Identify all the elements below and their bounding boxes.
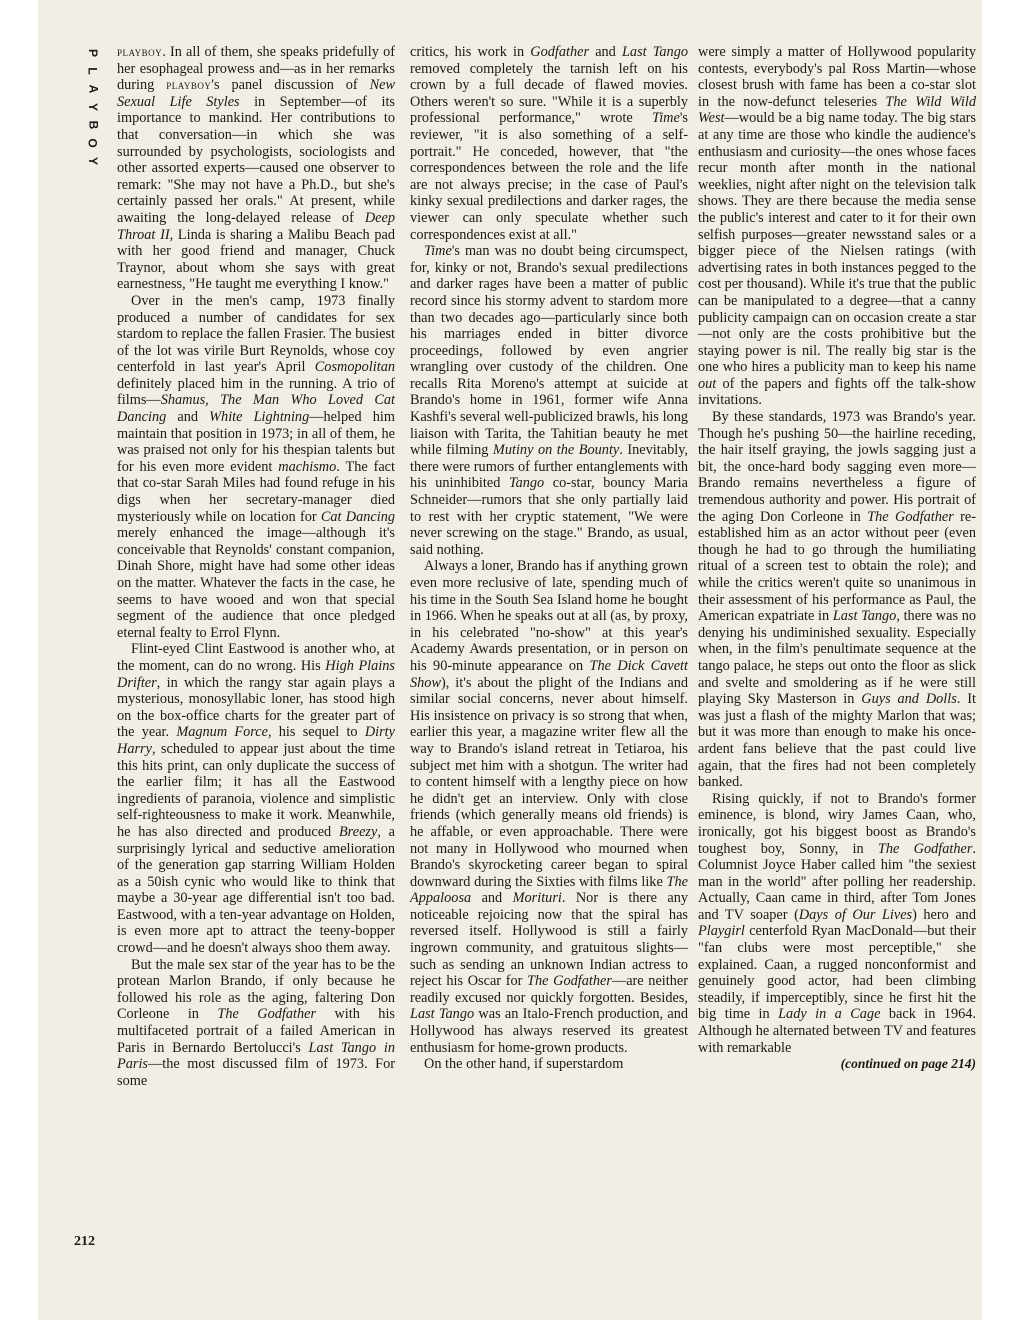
- paragraph: Rising quickly, if not to Brando's former eminence, is blond, wiry James Caan, who, ironically, got his biggest boost as Brando's toughest boy, Sonny, in The Godfather. Columnist Joyce Haber called him "the sexiest man in the world" after polling her readership. Actually, Caan came in third, after Tom Jones and TV soaper (Days of Our Lives) hero and Playgirl centerfold Ryan MacDonald—but their "fan clubs were most perceptible," she explained. Caan, a rugged nonconformist and genuinely good actor, had been climbing steadily, if imperceptibly, since he first hit the big time in Lady in a Cage back in 1964. Although he alternated between TV and features with remarkable: [698, 790, 977, 1056]
- text-column-1: [117, 44, 395, 1089]
- paragraph: were simply a matter of Hollywood popularity contests, everybody's pal Ross Martin—whose closest brush with fame has been a co-star slot in the now-defunct teleseries The Wild Wild West—would be a big name today. The big stars at any time are those who kindle the audience's enthusiasm and curiosity—the ones whose faces recur month after month in the national weeklies, night after night on the television talk shows. They are there because the media sense the public's interest and cater to it for their own selfish purposes—greater newsstand sales or a bigger piece of the Nielsen ratings (with advertising rates in both instances pegged to the cost per thousand). While it's true that the public can be manipulated to a degree—that a canny publicity campaign can on occasion create a star—not only are the costs prohibitive but the staying power is nil. The really big star is the one who hires a publicity man to keep his name out of the papers and fights off the talk-show invitations.: [698, 44, 976, 409]
- magazine-title-letter: Y: [85, 102, 100, 112]
- magazine-title-letter: Y: [85, 156, 100, 166]
- magazine-title-letter: P: [85, 48, 100, 58]
- magazine-title-letter: A: [85, 84, 100, 94]
- paragraph: critics, his work in Godfather and Last Tango removed completely the tarnish left on his crown by a full decade of flawed movies. Others weren't so sure. "While it is a superbly professional performance," wrote Time's reviewer, "it is also something of a self-portrait." He conceded, however, that "the correspondences between the role and the life are not always precise; in the case of Paul's kinky sexual predilections and darker rages, the viewer can only speculate whether such correspondences exist at all.": [410, 44, 688, 243]
- magazine-title-letter: L: [86, 67, 100, 75]
- magazine-title-vertical: [84, 44, 102, 170]
- paragraph: playboy. In all of them, she speaks pridefully of her esophageal prowess and—as in her remarks during playboy's panel discussion of New Sexual Life Styles in September—of its importance to mankind. Her contributions to that conversation—in which she was surrounded by psychologists, sociologists and other assorted experts—caused one observer to remark: "She may not have a Ph.D., but she's certainly passed her orals." At present, while awaiting the long-delayed release of Deep Throat II, Linda is sharing a Malibu Beach pad with her good friend and manager, Chuck Traynor, about whom she says with great earnestness, "He taught me everything I know.": [117, 44, 396, 293]
- text-column-3: [698, 44, 976, 1073]
- paragraph: On the other hand, if superstardom: [424, 1056, 624, 1073]
- paragraph: But the male sex star of the year has to be the protean Marlon Brando, if only because he followed his role as the aging, faltering Don Corleone in The Godfather with his multifaceted portrait of a failed American in Paris in Bernardo Bertolucci's Last Tango in Paris—the most discussed film of 1973. For some: [117, 956, 395, 1089]
- paragraph: Always a loner, Brando has if anything grown even more reclusive of late, spending much of his time in the South Sea Island home he bought in 1966. When he speaks out at all (as, by proxy, in his celebrated "no-show" at this year's Academy Awards presentation, or in person on his 90-minute appearance on The Dick Cavett Show), it's about the plight of the Indians and similar social concerns, never about himself. His insistence on privacy is so strong that when, earlier this year, a magazine writer flew all the way to Brando's island retreat in Tetiaroa, his subject met him with a shotgun. The writer had to content himself with a lengthy piece on how he didn't get an interview. Only with close friends (which generally means old friends) is he affable, or even approachable. There were not many in Hollywood who mourned when Brando's skyrocketing career began to spiral downward during the Sixties with films like The Appaloosa and Morituri. Nor is there any noticeable rejoicing now that the spiral has reversed itself. Hollywood is still a fairly ingrown community, and gratuitous slights—such as sending an unknown Indian actress to reject his Oscar for The Godfather—are neither readily excused nor quickly forgotten. Besides, Last Tango was an Italo-French production, and Hollywood has always reserved its greatest enthusiasm for home-grown products.: [410, 558, 689, 1056]
- continuation-note: (continued on page 214): [840, 1056, 976, 1072]
- paragraph: Time's man was no doubt being circumspect, for, kinky or not, Brando's sexual predilections and darker rages have been a matter of public record since his stormy advent to stardom more than two decades ago—particularly since both his marriages ended in bitter divorce proceedings, followed by even angrier wrangling over custody of the children. One recalls Rita Moreno's attempt at suicide at Brando's home in 1961, former wife Anna Kashfi's several well-publicized brawls, his long liaison with Tarita, the Tahitian beauty he met while filming Mutiny on the Bounty. Inevitably, there were rumors of further entanglements with his uninhibited Tango co-star, bouncy Maria Schneider—rumors that she only partially laid to rest with her cryptic statement, "We were never screwing on the stage." Brando, as usual, said nothing.: [410, 243, 688, 558]
- paragraph: By these standards, 1973 was Brando's year. Though he's pushing 50—the hairline receding, the hair itself graying, the jowls sagging just a bit, the once-hard body sagging even more—Brando remains nevertheless a figure of tremendous authority and power. His portrait of the aging Don Corleone in The Godfather re-established him as an actor without peer (even though he had to go through the humiliating ritual of a screen test to obtain the role); and while the critics weren't quite so unanimous in their assessment of his performance as Paul, the American expatriate in Last Tango, there was no denying his undiminished sexuality. Especially when, in the film's penultimate sequence at the tango palace, he steps out onto the floor as slick and svelte and smoldering as if he were still playing Sky Masterson in Guys and Dolls. It was just a flash of the mighty Marlon that was; but it was more than enough to make his once-ardent fans believe that the past could live again, that the fires had not been completely banked.: [698, 409, 976, 791]
- paragraph: Over in the men's camp, 1973 finally produced a number of candidates for sex stardom to replace the fallen Frasier. The busiest of the lot was virile Burt Reynolds, whose coy centerfold in last year's April Cosmopolitan definitely placed him in the running. A trio of films—Shamus, The Man Who Loved Cat Dancing and White Lightning—helped him maintain that position in 1973; in all of them, he was praised not only for his thespian talents but for his even more evident machismo. The fact that co-star Sarah Miles had found refuge in his digs when her secretary-manager died mysteriously while on location for Cat Dancing merely enhanced the image—although it's conceivable that Reynolds' constant companion, Dinah Shore, might have had some other ideas on the matter. Whatever the facts in the case, he seems to have wooed and won that special segment of the audience that once pledged eternal fealty to Errol Flynn.: [117, 292, 395, 641]
- text-column-2: [410, 44, 688, 1073]
- paragraph: Flint-eyed Clint Eastwood is another who, at the moment, can do no wrong. His High Plains Drifter, in which the rangy star again plays a mysterious, monosyllabic loner, has stood high on the box-office charts for the greater part of the year. Magnum Force, his sequel to Dirty Harry, scheduled to appear just about the time this hits print, can only duplicate the success of the earlier film; it has all the Eastwood ingredients of paranoia, violence and simplistic self-righteousness to make it work. Meanwhile, he has also directed and produced Breezy, a surprisingly lyrical and seductive amelioration of the generation gap starring William Holden as a 50ish cynic who would like to think that maybe a 30-year age differential isn't too bad. Eastwood, with a ten-year advantage on Holden, is even more apt to attract the teeny-bopper crowd—and he doesn't always shoo them away.: [117, 641, 395, 957]
- page-number: 212: [74, 1234, 95, 1249]
- magazine-title-letter: B: [85, 120, 100, 130]
- magazine-title-letter: O: [86, 138, 100, 148]
